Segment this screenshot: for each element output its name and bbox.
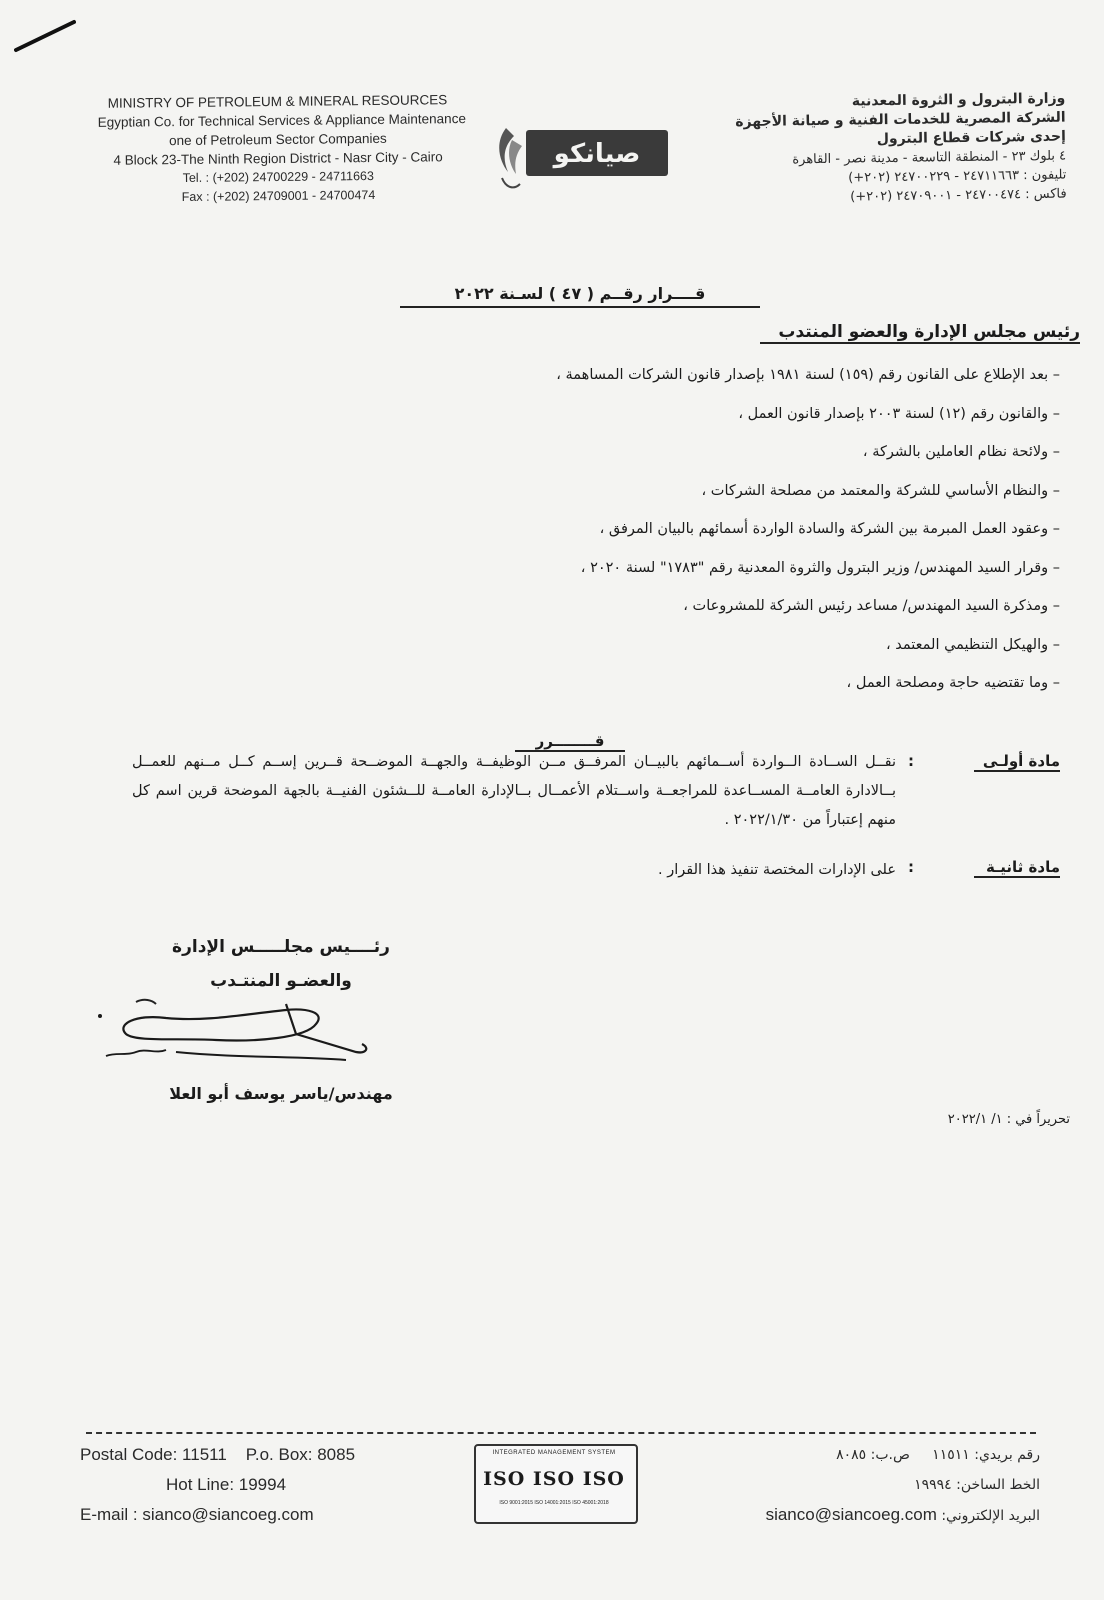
signatory-title-line2: والعضـو المنتـدب <box>210 971 352 991</box>
preamble-item: – والقانون رقم (١٢) لسنة ٢٠٠٣ بإصدار قانون العمل ، <box>400 403 1060 442</box>
preamble-item: – بعد الإطلاع على القانون رقم (١٥٩) لسنة ١٩٨١ بإصدار قانون الشركات المساهمة ، <box>400 364 1060 403</box>
sector-en: one of Petroleum Sector Companies <box>169 130 387 149</box>
po-box-en: P.o. Box: 8085 <box>245 1445 356 1464</box>
article-2-colon: : <box>908 858 914 876</box>
footer-divider <box>86 1432 1036 1434</box>
signatory-title-line1: رئــــيس مجلـــــس الإدارة <box>172 937 390 957</box>
address-en: 4 Block 23-The Ninth Region District - Nasr City - Cairo <box>113 149 443 168</box>
footer-left <box>80 1440 400 1530</box>
fax-en: Fax : (+202) 24709001 - 24700474 <box>181 187 376 205</box>
pen-mark <box>14 18 76 54</box>
preamble-item: – ولائحة نظام العاملين بالشركة ، <box>400 441 1060 480</box>
fax-ar: فاكس : ٢٤٧٠٠٤٧٤ - ٢٤٧٠٩٠٠١ (٢٠٢+) <box>850 186 1067 205</box>
iso-badge-bottom: ISO 9001:2015 ISO 14001:2015 ISO 45001:2018 <box>499 1500 609 1506</box>
company-name-en: Egyptian Co. for Technical Services & Appliance Maintenance <box>97 111 466 130</box>
article-1-colon: : <box>908 752 914 770</box>
iso-badge-top: INTEGRATED MANAGEMENT SYSTEM <box>492 1450 616 1456</box>
ministry-name-ar: وزارة البترول و الثروة المعدنية <box>851 90 1066 110</box>
iso-badge <box>474 1444 638 1524</box>
article-2-text: على الإدارات المختصة تنفيذ هذا القرار . <box>657 862 896 878</box>
signatory-name: مهندس/ياسر يوسف أبو العلا <box>169 1084 393 1103</box>
address-ar: ٤ بلوك ٢٣ - المنطقة التاسعة - مدينة نصر - القاهرة <box>792 148 1067 168</box>
article-2-label: مادة ثانيـة <box>974 858 1060 878</box>
preamble-item: – والنظام الأساسي للشركة والمعتمد من مصلحة الشركات ، <box>400 480 1060 519</box>
sector-ar: إحدى شركات قطاع البترول <box>876 128 1066 148</box>
header-left <box>97 90 466 208</box>
logo-text: صيانكو <box>553 139 641 169</box>
company-name-ar: الشركة المصرية للخدمات الفنية و صيانة الأجهزة <box>735 109 1066 131</box>
issue-date: تحريراً في : ١/ ٢٠٢٢/١ <box>947 1112 1070 1127</box>
tel-en: Tel. : (+202) 24700229 - 24711663 <box>182 168 374 185</box>
hotline-ar: الخط الساخن: ١٩٩٩٤ <box>914 1477 1040 1493</box>
preamble-item: – وما تقتضيه حاجة ومصلحة العمل ، <box>400 672 1060 711</box>
article-1-label: مادة أولـى <box>974 752 1060 772</box>
preamble-item: – وعقود العمل المبرمة بين الشركة والسادة الواردة أسمائهم بالبيان المرفق ، <box>400 518 1060 557</box>
email-ar: sianco@siancoeg.com <box>765 1505 937 1524</box>
tel-ar: تليفون : ٢٤٧١١٦٦٣ - ٢٤٧٠٠٢٢٩ (٢٠٢+) <box>848 167 1067 186</box>
ministry-name-en: MINISTRY OF PETROLEUM & MINERAL RESOURCES <box>107 92 448 111</box>
email-label-ar: البريد الإلكتروني: <box>941 1508 1040 1524</box>
decides-heading: قــــــــرر <box>515 732 625 752</box>
email-en: E-mail : sianco@siancoeg.com <box>80 1505 314 1524</box>
article-1-text: نقــل الســادة الــواردة أســمائهم بالبيــان المرفــق مــن الوظيفــة والجهــة الموضــحة قــرين إســم كــل مــنهم للعمــل بــالادارة العامــة المســاعدة للمراجعــة واســتلام الأعمــال بــالإدارة العامــة للــشئون الفنيــة بالجهة الموضحة قرين اسم كل منهم إعتباراً من ٢٠٢٢/١/٣٠ . <box>132 754 896 828</box>
decision-title: قــــرار رقــم ( ٤٧ ) لسـنة ٢٠٢٢ <box>400 284 760 308</box>
header-right <box>715 90 1067 209</box>
issuer-heading: رئيس مجلس الإدارة والعضو المنتدب <box>760 322 1080 344</box>
preamble-item: – والهيكل التنظيمي المعتمد ، <box>400 634 1060 673</box>
preamble-item: – ومذكرة السيد المهندس/ مساعد رئيس الشركة للمشروعات ، <box>400 595 1060 634</box>
hotline-en: Hot Line: 19994 <box>166 1475 287 1494</box>
iso-badge-mid: ISO ISO ISO <box>483 1468 625 1490</box>
preamble-list <box>400 364 1060 711</box>
signatory-title <box>156 930 406 998</box>
footer-right <box>716 1440 1040 1531</box>
postal-code-en: Postal Code: 11511 <box>80 1445 227 1464</box>
po-box-ar: ص.ب: ٨٠٨٥ <box>836 1447 910 1463</box>
preamble-item: – وقرار السيد المهندس/ وزير البترول والثروة المعدنية رقم "١٧٨٣" لسنة ٢٠٢٠ ، <box>400 557 1060 596</box>
handwritten-signature <box>96 994 386 1070</box>
company-logo <box>492 118 678 194</box>
postal-code-ar: رقم بريدي: ١١٥١١ <box>932 1447 1040 1463</box>
